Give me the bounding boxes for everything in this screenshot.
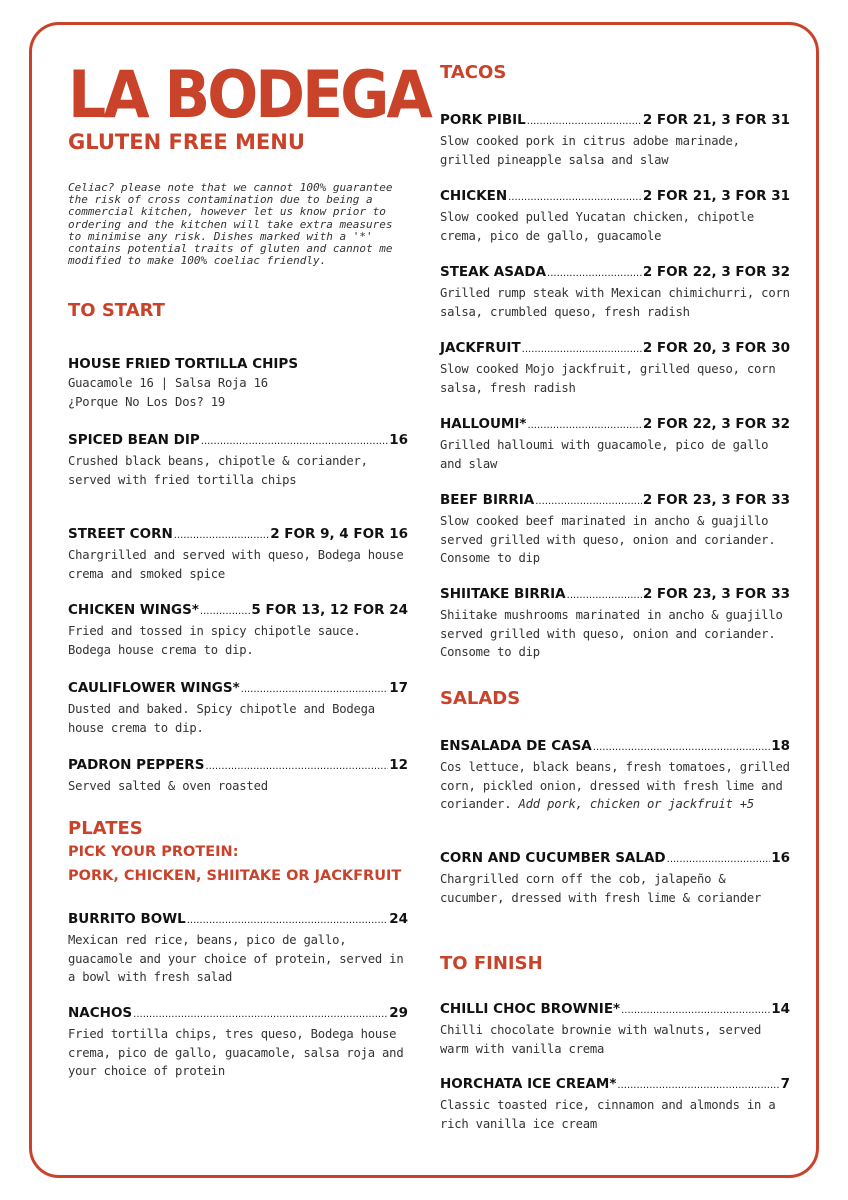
item-name: BURRITO BOWL [68, 911, 186, 927]
section-title-tacos [440, 62, 790, 84]
section-title-to-start [68, 300, 408, 322]
item-description: Classic toasted rice, cinnamon and almonds in a rich vanilla ice cream [440, 1098, 776, 1131]
leader-dots [547, 262, 642, 284]
section-title-plates [68, 818, 408, 888]
item-price: 2 FOR 9, 4 FOR 16 [270, 526, 408, 542]
item-name: CHICKEN [440, 188, 508, 204]
section-heading: TO FINISH [440, 953, 543, 974]
menu-item [68, 909, 408, 987]
item-description: Mexican red rice, beans, pico de gallo, guacamole and your choice of protein, served in a bowl with fresh salad [68, 933, 404, 984]
item-name: JACKFRUIT [440, 340, 521, 356]
menu-item [440, 338, 790, 397]
item-price: 2 FOR 22, 3 FOR 32 [642, 264, 790, 280]
section-heading: TO START [68, 300, 165, 321]
section-title-to-finish [440, 953, 790, 975]
plates-subtitle-line2: PORK, CHICKEN, SHIITAKE OR JACKFRUIT [68, 868, 402, 884]
menu-item [68, 354, 408, 411]
leader-dots [522, 338, 642, 360]
leader-dots [133, 1003, 388, 1025]
menu-item [440, 1074, 790, 1133]
item-price: 5 FOR 13, 12 FOR 24 [251, 602, 408, 618]
item-description: Chilli chocolate brownie with walnuts, served warm with vanilla crema [440, 1023, 762, 1056]
item-name: STREET CORN [68, 526, 173, 542]
item-name: CORN AND CUCUMBER SALAD [440, 850, 666, 866]
item-price: 7 [780, 1076, 790, 1092]
menu-item [68, 1003, 408, 1081]
menu-item [440, 736, 790, 814]
item-name: CAULIFLOWER WINGS* [68, 680, 240, 696]
item-price: 2 FOR 20, 3 FOR 30 [642, 340, 790, 356]
brand-logo: LA BODEGA [68, 57, 430, 134]
item-name: HOUSE FRIED TORTILLA CHIPS [68, 356, 299, 372]
item-description: Shiitake mushrooms marinated in ancho & guajillo served grilled with queso, onion and coriander. Consome to dip [440, 608, 783, 659]
leader-dots [667, 848, 771, 870]
menu-item [68, 430, 408, 489]
item-price: 2 FOR 23, 3 FOR 33 [642, 586, 790, 602]
item-price: 16 [771, 850, 790, 866]
leader-dots [201, 430, 388, 452]
menu-item [440, 186, 790, 245]
item-description: ¿Porque No Los Dos? 19 [68, 394, 226, 409]
item-description-text: Cos lettuce, black beans, fresh tomatoes, grilled corn, pickled onion, dressed with fresh lime and coriander. [440, 760, 790, 811]
item-addon-note: Add pork, chicken or jackfruit +5 [518, 797, 755, 811]
leader-dots [174, 524, 269, 546]
menu-subtitle: GLUTEN FREE MENU [68, 130, 305, 154]
item-price: 12 [389, 757, 408, 773]
item-name: BEEF BIRRIA [440, 492, 535, 508]
menu-item [440, 110, 790, 169]
item-price: 2 FOR 21, 3 FOR 31 [642, 112, 790, 128]
menu-item [68, 755, 408, 796]
item-description: Dusted and baked. Spicy chipotle and Bodega house crema to dip. [68, 702, 375, 735]
leader-dots [200, 600, 251, 622]
item-price: 24 [389, 911, 408, 927]
item-price: 18 [771, 738, 790, 754]
item-description: Slow cooked pork in citrus adobe marinade, grilled pineapple salsa and slaw [440, 134, 740, 167]
menu-item [440, 490, 790, 568]
item-price: 17 [389, 680, 408, 696]
menu-item [440, 262, 790, 321]
item-description: Slow cooked beef marinated in ancho & guajillo served grilled with queso, onion and coriander. Consome to dip [440, 514, 776, 565]
item-price: 16 [389, 432, 408, 448]
menu-item [440, 414, 790, 473]
leader-dots [241, 678, 389, 700]
menu-item [68, 524, 408, 583]
leader-dots [567, 584, 642, 606]
item-name: HALLOUMI* [440, 416, 527, 432]
item-name: PADRON PEPPERS [68, 757, 205, 773]
leader-dots [621, 999, 770, 1021]
section-heading: TACOS [440, 62, 507, 83]
item-description: Slow cooked Mojo jackfruit, grilled queso, corn salsa, fresh radish [440, 362, 776, 395]
item-name: CHICKEN WINGS* [68, 602, 199, 618]
item-price: 2 FOR 22, 3 FOR 32 [642, 416, 790, 432]
item-description: Fried tortilla chips, tres queso, Bodega house crema, pico de gallo, guacamole, salsa roja and your choice of protein [68, 1027, 404, 1078]
item-description: Slow cooked pulled Yucatan chicken, chipotle crema, pico de gallo, guacamole [440, 210, 755, 243]
leader-dots [187, 909, 388, 931]
leader-dots [593, 736, 770, 758]
left-column [68, 57, 430, 1078]
menu-item [68, 600, 408, 659]
item-name: STEAK ASADA [440, 264, 547, 280]
leader-dots [508, 186, 642, 208]
item-description: Chargrilled corn off the cob, jalapeño & cucumber, dressed with fresh lime & coriander [440, 872, 762, 905]
item-name: PORK PIBIL [440, 112, 526, 128]
item-description: Chargrilled and served with queso, Bodega house crema and smoked spice [68, 548, 404, 581]
item-description [440, 758, 790, 814]
leader-dots [535, 490, 642, 512]
item-name: SPICED BEAN DIP [68, 432, 200, 448]
item-name: ENSALADA DE CASA [440, 738, 592, 754]
item-description: Guacamole 16 | Salsa Roja 16 [68, 376, 268, 390]
item-price: 29 [389, 1005, 408, 1021]
item-name: NACHOS [68, 1005, 133, 1021]
section-title-salads [440, 688, 790, 710]
item-description: Served salted & oven roasted [68, 779, 268, 793]
item-price: 14 [771, 1001, 790, 1017]
item-price: 2 FOR 23, 3 FOR 33 [642, 492, 790, 508]
leader-dots [527, 414, 641, 436]
menu-item [440, 999, 790, 1058]
menu-item [440, 584, 790, 662]
item-description: Grilled halloumi with guacamole, pico de gallo and slaw [440, 438, 769, 471]
item-description: Crushed black beans, chipotle & coriander, served with fried tortilla chips [68, 454, 368, 487]
leader-dots [617, 1074, 779, 1096]
item-description: Grilled rump steak with Mexican chimichurri, corn salsa, crumbled queso, fresh radish [440, 286, 790, 319]
item-name: HORCHATA ICE CREAM* [440, 1076, 617, 1092]
section-heading: PLATES [68, 818, 143, 839]
plates-subtitle-line1: PICK YOUR PROTEIN: [68, 844, 239, 860]
item-name: CHILLI CHOC BROWNIE* [440, 1001, 621, 1017]
item-description: Fried and tossed in spicy chipotle sauce. Bodega house crema to dip. [68, 624, 361, 657]
item-price: 2 FOR 21, 3 FOR 31 [642, 188, 790, 204]
leader-dots [205, 755, 388, 777]
leader-dots [527, 110, 642, 132]
section-heading: SALADS [440, 688, 521, 709]
celiac-note: Celiac? please note that we cannot 100% guarantee the risk of cross contamination due to being a commercial kitchen, however let us know prior to ordering and the kitchen will take extra measures to minimise any risk. Dishes marked with a '*' contains potential traits of gluten and cannot me modified to make 100% coeliac friendly. [68, 181, 393, 268]
item-name: SHIITAKE BIRRIA [440, 586, 566, 602]
menu-item [68, 678, 408, 737]
menu-item [440, 848, 790, 907]
